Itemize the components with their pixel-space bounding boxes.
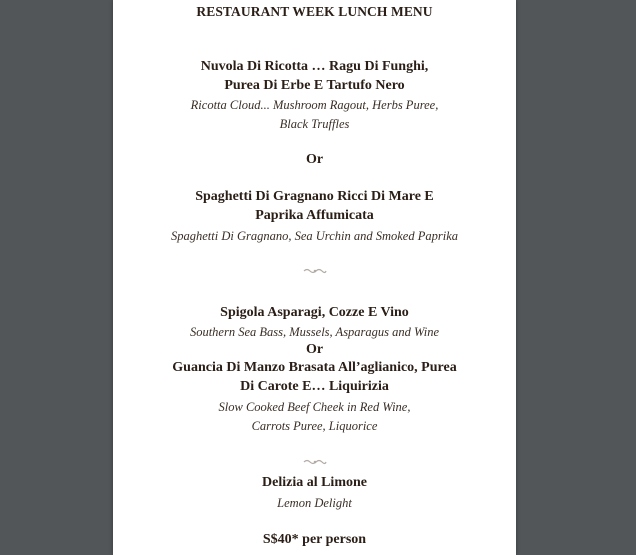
starter-2-desc-line-1: Spaghetti Di Gragnano, Sea Urchin and Smoked Paprika (171, 229, 458, 243)
starter-1-desc-line-1: Ricotta Cloud... Mushroom Ragout, Herbs Puree, (190, 98, 439, 112)
starter-2-name-line-2: Paprika Affumicata (255, 208, 374, 223)
main-1-desc-line-1: Southern Sea Bass, Mussels, Asparagus and Wine (189, 325, 440, 339)
main-2-name-line-1: Guancia Di Manzo Brasata All’aglianico, Purea (172, 360, 457, 375)
starter-2-name-line-1: Spaghetti Di Gragnano Ricci Di Mare E (195, 189, 434, 204)
main-2-desc-line-2: Carrots Puree, Liquorice (251, 419, 378, 433)
ornament-divider-icon (303, 459, 327, 465)
or-separator-1: Or (305, 152, 324, 167)
dessert-name: Delizia al Limone (262, 475, 367, 490)
starter-1-name-line-2: Purea Di Erbe E Tartufo Nero (224, 78, 405, 93)
main-2-name-line-2: Di Carote E… Liquirizia (240, 379, 389, 394)
menu-title: RESTAURANT WEEK LUNCH MENU (196, 4, 433, 19)
main-2-desc-line-1: Slow Cooked Beef Cheek in Red Wine, (218, 400, 411, 414)
main-1-name-line-1: Spigola Asparagi, Cozze E Vino (220, 305, 409, 320)
menu-page (113, 0, 516, 555)
starter-1-desc-line-2: Black Truffles (279, 117, 350, 131)
starter-1-name-line-1: Nuvola Di Ricotta … Ragu Di Funghi, (200, 59, 429, 74)
price: S$40* per person (262, 532, 367, 547)
dessert-desc: Lemon Delight (277, 496, 352, 510)
ornament-divider-icon (303, 268, 327, 274)
or-separator-2: Or (305, 342, 324, 357)
